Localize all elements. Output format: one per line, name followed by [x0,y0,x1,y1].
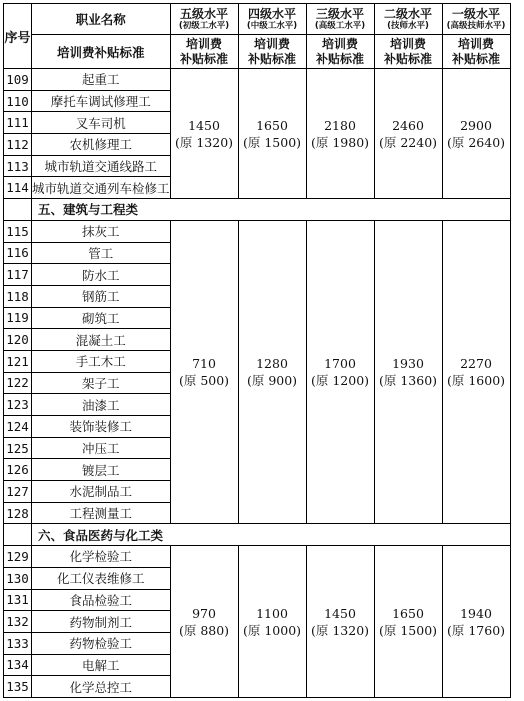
original-amount: (原 1980) [310,134,370,150]
subsidy-standard-document [3,3,511,698]
level-header-4 [238,4,306,35]
original-amount: (原 880) [178,622,230,638]
original-amount: (原 1000) [242,622,302,638]
subsidy-value-cell [442,69,510,199]
level-title: 四级水平 [248,6,297,21]
seq-cell: 121 [4,350,32,372]
original-amount: (原 1360) [378,373,438,389]
subsidy-amount: 2460 [392,117,424,133]
seq-cell: 124 [4,416,32,438]
subsidy-value-cell [374,69,442,199]
original-amount: (原 2240) [378,134,438,150]
subsidy-amount: 2900 [460,117,492,133]
seq-cell: 130 [4,567,32,589]
subsidy-value-cell [306,220,374,524]
level-subtitle: (高级技师水平) [446,20,506,31]
subsidy-value-cell [306,69,374,199]
subsidy-value-cell [374,220,442,524]
level-title: 一级水平 [452,6,501,21]
seq-cell: 112 [4,134,32,156]
seq-cell: 109 [4,69,32,91]
seq-cell: 113 [4,155,32,177]
subsidy-amount: 1450 [324,605,356,621]
subsidy-amount: 970 [192,605,216,621]
original-amount: (原 1500) [242,134,302,150]
occupation-name-cell: 电解工 [32,654,171,676]
level-subtitle: (初级工水平) [178,20,230,31]
section-seq-cell [4,524,32,546]
seq-cell: 129 [4,546,32,568]
occupation-name-cell: 抹灰工 [32,220,171,242]
seq-cell: 116 [4,242,32,264]
standard-subheader: 培训费 补贴标准 [170,35,238,69]
occupation-name-cell: 化学总控工 [32,676,171,698]
seq-cell: 115 [4,220,32,242]
section-title: 五、建筑与工程类 [32,199,511,221]
occupation-name-cell: 架子工 [32,372,171,394]
seq-cell: 125 [4,437,32,459]
subsidy-amount: 1100 [256,605,288,621]
subsidy-amount: 2270 [460,356,492,372]
seq-cell: 128 [4,502,32,524]
header-row-standard [4,35,511,69]
seq-cell: 126 [4,459,32,481]
occupation-name-cell: 管工 [32,242,171,264]
seq-cell: 123 [4,394,32,416]
seq-cell: 117 [4,264,32,286]
occupation-name-cell: 冲压工 [32,437,171,459]
subsidy-value-cell [238,546,306,698]
subsidy-value-cell [170,546,238,698]
subsidy-amount: 2180 [324,117,356,133]
original-amount: (原 1760) [446,622,506,638]
occupation-name-cell: 工程测量工 [32,502,171,524]
section-row [4,199,511,221]
subsidy-amount: 1650 [392,605,424,621]
subsidy-amount: 1940 [460,605,492,621]
occupation-name-cell: 起重工 [32,69,171,91]
occupation-name-cell: 化工仪表维修工 [32,567,171,589]
seq-cell: 134 [4,654,32,676]
section-seq-cell [4,199,32,221]
original-amount: (原 1320) [310,622,370,638]
seq-cell: 120 [4,329,32,351]
original-amount: (原 1600) [446,373,506,389]
occupation-name-cell: 叉车司机 [32,112,171,134]
subsidy-value-cell [170,220,238,524]
header-row-levels [4,4,511,35]
subsidy-amount: 1650 [256,117,288,133]
subsidy-amount: 1450 [188,117,220,133]
standard-header: 培训费补贴标准 [32,35,171,69]
subsidy-amount: 1930 [392,356,424,372]
level-header-1 [442,4,510,35]
subsidy-amount: 1700 [324,356,356,372]
occupation-name-cell: 化学检验工 [32,546,171,568]
seq-cell: 131 [4,589,32,611]
subsidy-value-cell [442,546,510,698]
occupation-name-cell: 药物制剂工 [32,611,171,633]
occupation-name-cell: 食品检验工 [32,589,171,611]
seq-cell: 110 [4,90,32,112]
occupation-name-cell: 水泥制品工 [32,481,171,503]
subsidy-amount: 1280 [256,356,288,372]
occupation-name-cell: 手工木工 [32,350,171,372]
seq-cell: 111 [4,112,32,134]
original-amount: (原 1320) [174,134,234,150]
level-title: 三级水平 [316,6,365,21]
subsidy-value-cell [374,546,442,698]
occupation-name-cell: 砌筑工 [32,307,171,329]
occupation-name-cell: 摩托车调试修理工 [32,90,171,112]
level-header-2 [374,4,442,35]
standard-subheader: 培训费 补贴标准 [442,35,510,69]
level-header-5 [170,4,238,35]
level-header-3 [306,4,374,35]
table-row [4,69,511,91]
section-title: 六、食品医药与化工类 [32,524,511,546]
table-row [4,220,511,242]
original-amount: (原 2640) [446,134,506,150]
seq-cell: 132 [4,611,32,633]
subsidy-value-cell [238,69,306,199]
seq-header: 序号 [4,4,32,69]
seq-cell: 118 [4,285,32,307]
subsidy-table [3,3,511,698]
occupation-name-cell: 城市轨道交通列车检修工 [32,177,171,199]
occupation-name-cell: 装饰装修工 [32,416,171,438]
seq-cell: 114 [4,177,32,199]
occupation-name-cell: 城市轨道交通线路工 [32,155,171,177]
occupation-name-cell: 镀层工 [32,459,171,481]
level-subtitle: (中级工水平) [246,20,298,31]
name-header: 职业名称 [32,4,171,35]
level-subtitle: (高级工水平) [314,20,366,31]
standard-subheader: 培训费 补贴标准 [374,35,442,69]
standard-subheader: 培训费 补贴标准 [306,35,374,69]
seq-cell: 127 [4,481,32,503]
standard-subheader: 培训费 补贴标准 [238,35,306,69]
seq-cell: 119 [4,307,32,329]
occupation-name-cell: 混凝土工 [32,329,171,351]
subsidy-value-cell [306,546,374,698]
subsidy-amount: 710 [192,356,216,372]
occupation-name-cell: 防水工 [32,264,171,286]
level-title: 五级水平 [180,6,229,21]
level-title: 二级水平 [384,6,433,21]
level-subtitle: (技师水平) [387,20,429,31]
occupation-name-cell: 钢筋工 [32,285,171,307]
original-amount: (原 1200) [310,373,370,389]
section-row [4,524,511,546]
occupation-name-cell: 油漆工 [32,394,171,416]
seq-cell: 135 [4,676,32,698]
original-amount: (原 1500) [378,622,438,638]
subsidy-value-cell [442,220,510,524]
seq-cell: 122 [4,372,32,394]
original-amount: (原 900) [246,373,298,389]
subsidy-value-cell [170,69,238,199]
original-amount: (原 500) [178,373,230,389]
occupation-name-cell: 药物检验工 [32,632,171,654]
occupation-name-cell: 农机修理工 [32,134,171,156]
table-row [4,546,511,568]
subsidy-value-cell [238,220,306,524]
table-body [4,4,511,698]
seq-cell: 133 [4,632,32,654]
